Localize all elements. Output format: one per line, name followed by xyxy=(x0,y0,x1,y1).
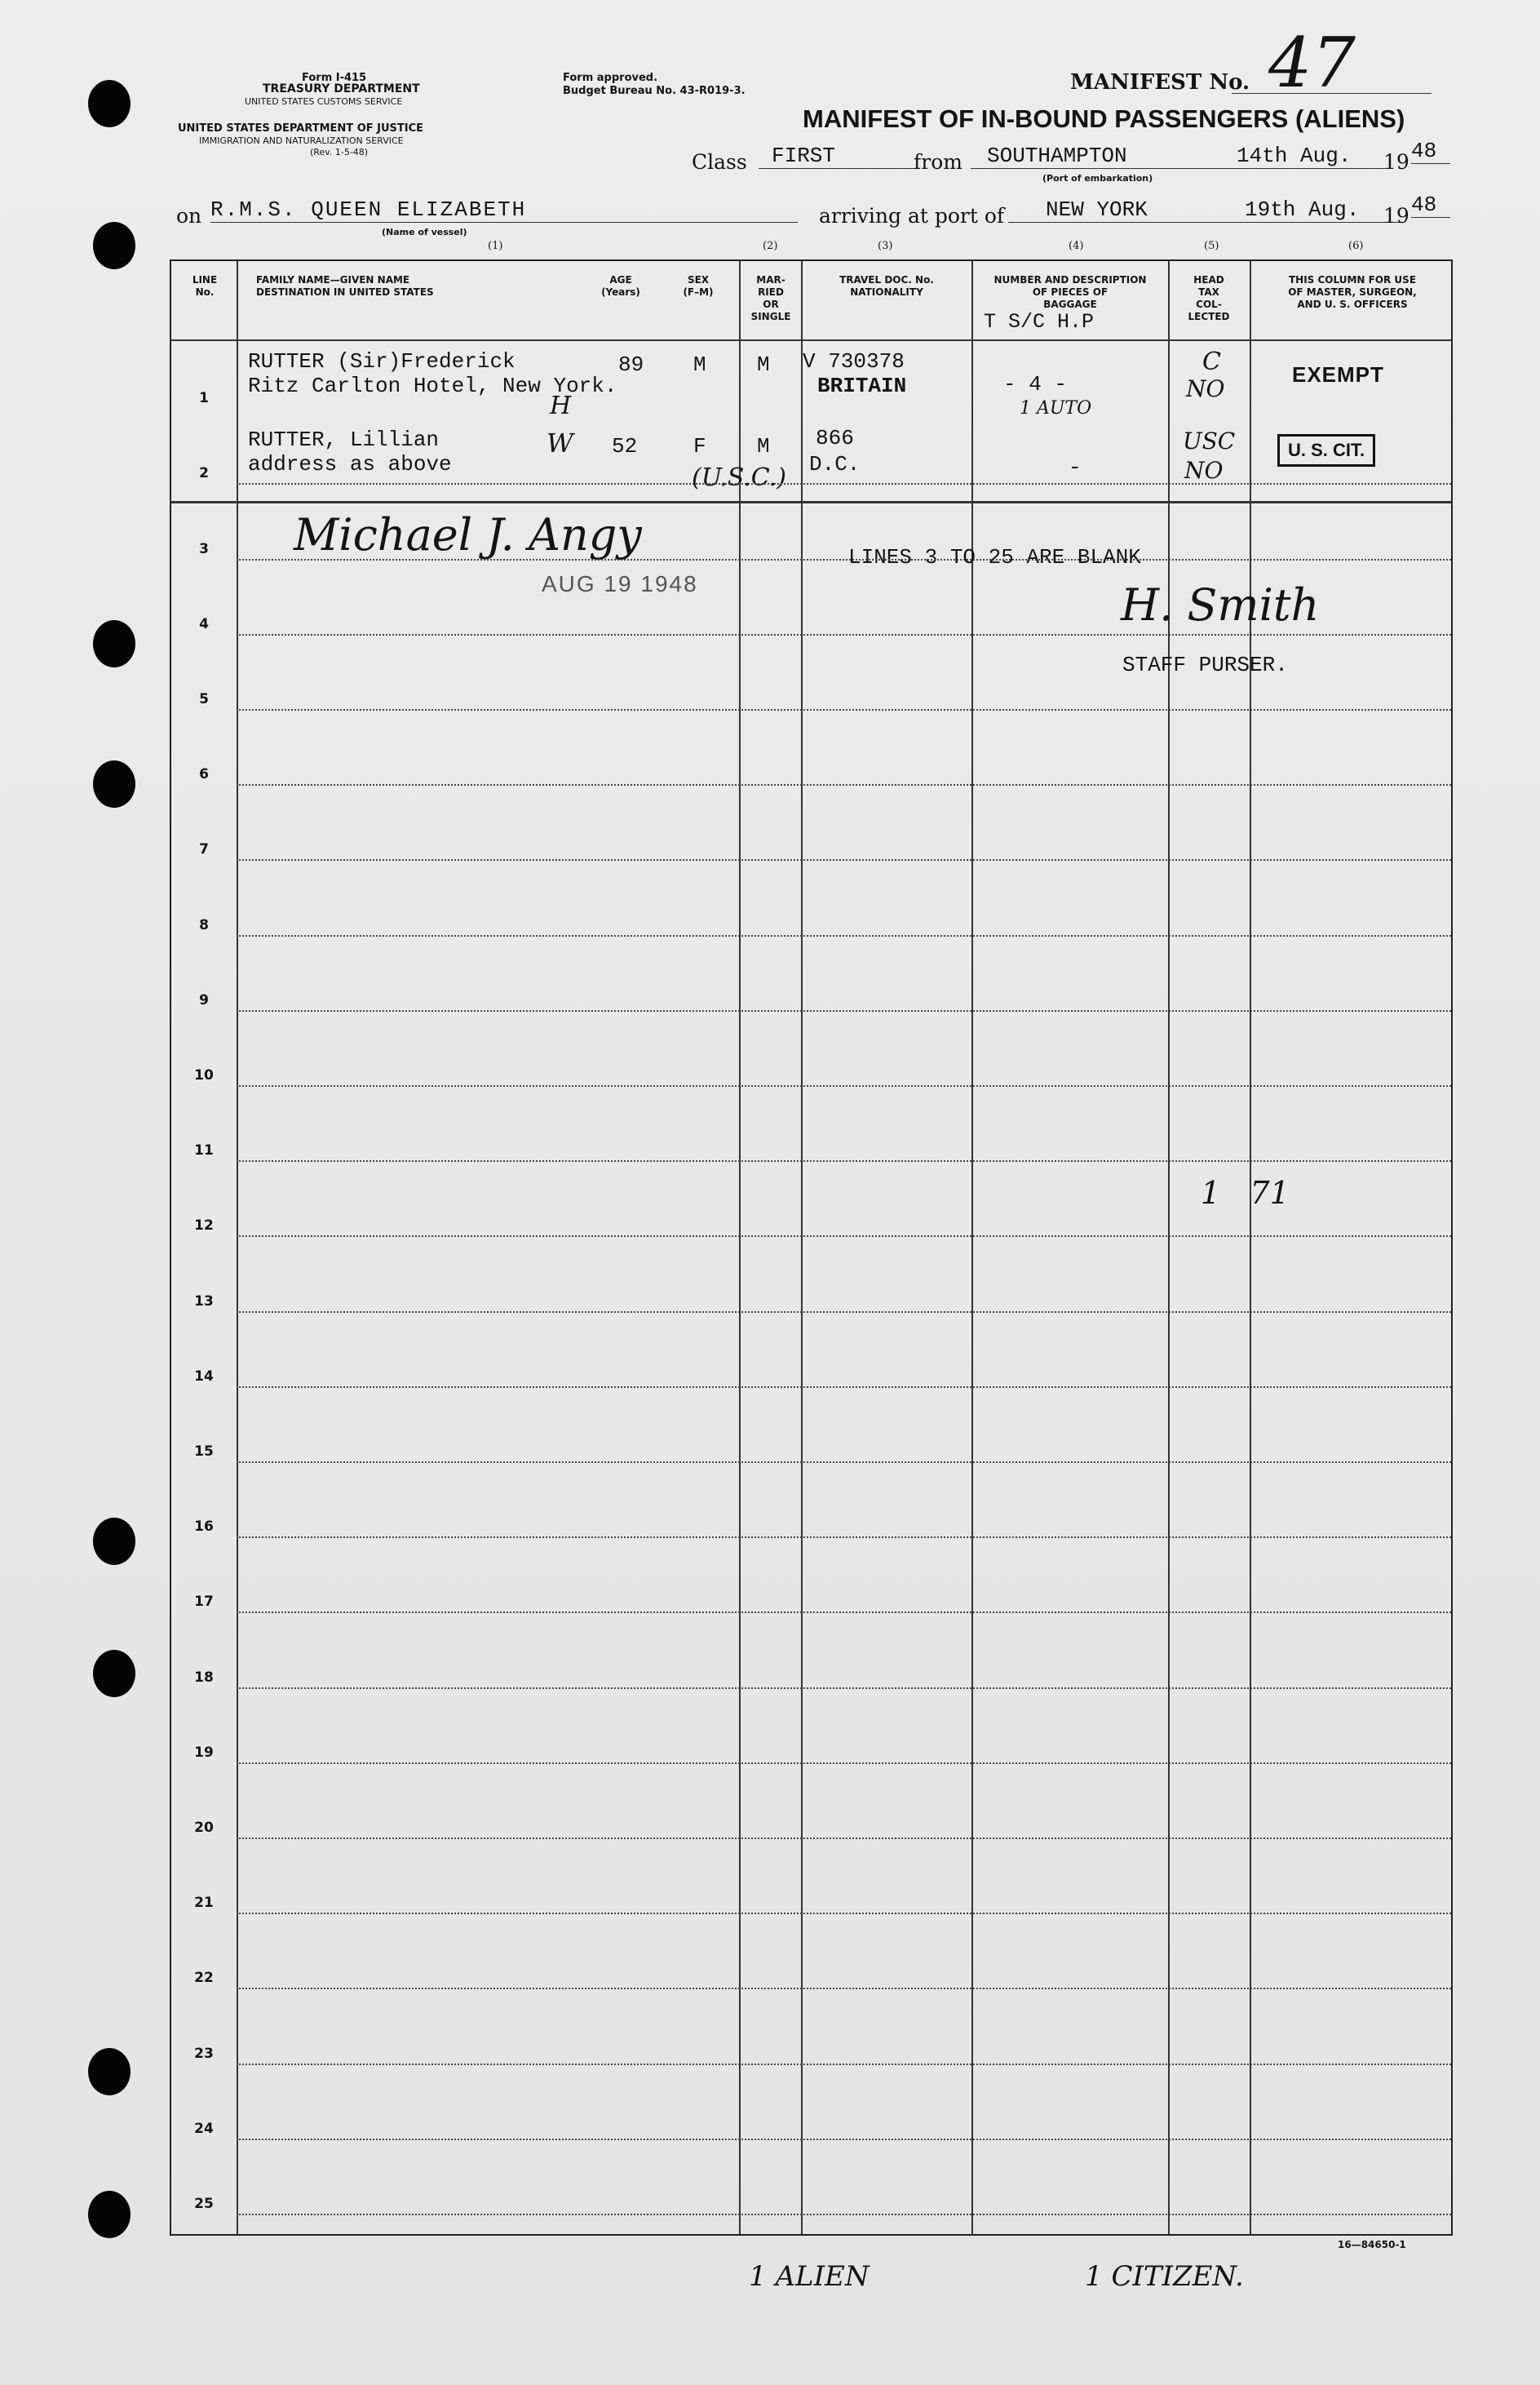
head-tax-note: NO xyxy=(1186,375,1225,402)
citizen-note: (U.S.C.) xyxy=(692,463,786,492)
row-line xyxy=(237,559,1451,561)
passenger-section-rule xyxy=(171,501,1451,503)
line-number: 25 xyxy=(194,2196,214,2212)
line-number: 7 xyxy=(199,841,209,858)
column-divider xyxy=(739,261,741,2234)
row-line xyxy=(237,1160,1451,1162)
binder-hole xyxy=(93,760,135,808)
line-number: 20 xyxy=(194,1820,214,1836)
us-cit-stamp: U. S. CIT. xyxy=(1277,434,1375,467)
dept-treasury: TREASURY DEPARTMENT xyxy=(263,82,420,95)
column-divider xyxy=(237,261,238,2234)
line-number: 13 xyxy=(194,1292,214,1310)
budget-bureau: Budget Bureau No. 43-R019-3. xyxy=(563,85,746,97)
depart-year-prefix: 19 xyxy=(1383,150,1409,174)
line-number: 24 xyxy=(194,2120,214,2137)
line-number: 21 xyxy=(194,1895,214,1912)
passenger-name: RUTTER (Sir)Frederick xyxy=(248,349,516,374)
row-line xyxy=(237,1913,1451,1914)
form-approved: Form approved. xyxy=(563,72,658,84)
passenger-nationality: D.C. xyxy=(809,452,861,477)
arrive-year-prefix: 19 xyxy=(1383,204,1409,228)
passenger-age: 89 xyxy=(618,352,644,377)
dept-treasury-sub: UNITED STATES CUSTOMS SERVICE xyxy=(245,96,403,107)
col-baggage: NUMBER AND DESCRIPTION OF PIECES OF BAGGAGE xyxy=(993,274,1147,310)
blank-lines-note: LINES 3 TO 25 ARE BLANK xyxy=(848,545,1141,570)
line-number: 3 xyxy=(199,540,209,557)
col-line-no: LINE No. xyxy=(192,274,218,298)
col-marital: MAR- RIED OR SINGLE xyxy=(750,274,791,322)
row-line xyxy=(237,1762,1451,1764)
line-number: 12 xyxy=(194,1217,214,1235)
passenger-baggage: - 4 - xyxy=(1003,372,1068,397)
passenger-name: RUTTER, Lillian xyxy=(248,428,440,452)
head-tax-mark: C xyxy=(1202,348,1221,376)
binder-hole xyxy=(88,2048,131,2095)
dept-justice: UNITED STATES DEPARTMENT OF JUSTICE xyxy=(178,122,424,135)
col-name: FAMILY NAME—GIVEN NAME DESTINATION IN UNITED STATES xyxy=(256,274,434,298)
line-number: 1 xyxy=(199,390,209,407)
from-label: from xyxy=(914,150,962,174)
port-embark-note: (Port of embarkation) xyxy=(1042,173,1153,184)
passenger-table xyxy=(170,240,1453,2236)
binder-hole xyxy=(93,620,135,667)
column-number: (1) xyxy=(488,240,503,252)
line-number: 15 xyxy=(194,1443,214,1460)
head-tax-mark: USC xyxy=(1183,428,1236,454)
footer-citizen-count: 1 CITIZEN. xyxy=(1085,2260,1244,2293)
purser-title: STAFF PURSER. xyxy=(1122,653,1288,677)
manifest-no-line xyxy=(1232,93,1432,94)
class-label: Class xyxy=(692,150,747,174)
row-line xyxy=(237,859,1451,861)
passenger-sex: F xyxy=(693,434,706,459)
line-number: 16 xyxy=(194,1518,214,1536)
row-line xyxy=(237,1235,1451,1237)
arriving-label: arriving at port of xyxy=(819,204,1005,228)
line-number: 8 xyxy=(199,916,209,933)
column-number: (3) xyxy=(878,240,893,252)
line-number: 19 xyxy=(194,1744,214,1761)
col-officers: THIS COLUMN FOR USE OF MASTER, SURGEON, AND U. S. OFFICERS xyxy=(1288,274,1417,310)
manifest-title: MANIFEST OF IN-BOUND PASSENGERS (ALIENS) xyxy=(803,104,1405,133)
from-value: SOUTHAMPTON xyxy=(971,144,1224,169)
passenger-age: 52 xyxy=(612,434,638,459)
row-line xyxy=(237,1838,1451,1839)
manifest-no-value: 47 xyxy=(1268,23,1356,103)
binder-hole xyxy=(93,1518,135,1565)
head-tax-note: NO xyxy=(1184,457,1224,484)
line-number: 4 xyxy=(199,615,209,632)
column-number: (4) xyxy=(1069,240,1084,252)
column-divider xyxy=(801,261,803,2234)
vessel-name: R.M.S. QUEEN ELIZABETH xyxy=(210,197,798,223)
line-number: 23 xyxy=(194,2045,214,2062)
binder-hole xyxy=(93,222,135,269)
purser-signature: H. Smith xyxy=(1121,579,1320,631)
col-age: AGE (Years) xyxy=(601,274,640,298)
baggage-note: 1 AUTO xyxy=(1020,398,1092,419)
line-number: 14 xyxy=(194,1368,214,1385)
line-number: 6 xyxy=(199,766,209,783)
hand-mark-h: H xyxy=(550,392,572,420)
depart-date: 14th Aug. xyxy=(1220,144,1392,169)
binder-hole xyxy=(88,80,131,127)
line-number: 5 xyxy=(199,691,209,707)
line-number: 18 xyxy=(194,1669,214,1686)
column-divider xyxy=(1250,261,1251,2234)
binder-hole xyxy=(93,1650,135,1697)
row-line xyxy=(237,1311,1451,1313)
dept-justice-sub: IMMIGRATION AND NATURALIZATION SERVICE xyxy=(199,135,404,146)
row-line xyxy=(237,1988,1451,1989)
form-revision: (Rev. 1-5-48) xyxy=(310,147,369,157)
line-number: 17 xyxy=(194,1594,214,1611)
row-line xyxy=(237,1536,1451,1538)
line-number: 10 xyxy=(194,1067,214,1084)
col-travel-doc: TRAVEL DOC. No. NATIONALITY xyxy=(839,274,934,298)
col-sex: SEX (F–M) xyxy=(683,274,714,298)
depart-year: 48 xyxy=(1411,139,1450,164)
header-rule xyxy=(171,339,1451,341)
arrive-date: 19th Aug. xyxy=(1220,197,1400,223)
print-code: 16—84650-1 xyxy=(1338,2239,1406,2250)
passenger-travel-doc: V 730378 xyxy=(803,349,905,374)
date-stamp: AUG 19 1948 xyxy=(542,571,698,596)
row-line xyxy=(237,2214,1451,2215)
row-line xyxy=(237,1611,1451,1613)
arrive-port: NEW YORK xyxy=(1008,197,1250,223)
col-head-tax: HEAD TAX COL- LECTED xyxy=(1188,274,1230,322)
column-divider xyxy=(1168,261,1170,2234)
passenger-sex: M xyxy=(693,352,706,377)
exempt-stamp: EXEMPT xyxy=(1292,362,1384,387)
passenger-marital: M xyxy=(757,434,770,459)
line-number: 2 xyxy=(199,465,209,482)
column-number: (2) xyxy=(763,240,778,252)
row-line xyxy=(237,1085,1451,1087)
passenger-nationality: BRITAIN xyxy=(817,374,907,398)
count-mark: 1 71 xyxy=(1201,1175,1290,1211)
class-value: FIRST xyxy=(759,144,914,169)
row-line xyxy=(237,2139,1451,2140)
inspector-signature: Michael J. Angy xyxy=(294,509,642,561)
on-label: on xyxy=(176,204,202,228)
footer-alien-count: 1 ALIEN xyxy=(749,2260,870,2293)
row-line xyxy=(237,1010,1451,1012)
passenger-travel-doc: 866 xyxy=(816,426,854,450)
row-line xyxy=(237,2064,1451,2065)
row-line xyxy=(237,709,1451,711)
line-number: 22 xyxy=(194,1970,214,1987)
baggage-subhead: T S/C H.P xyxy=(984,310,1095,334)
column-number: (6) xyxy=(1348,240,1364,252)
binder-hole xyxy=(88,2191,131,2238)
passenger-destination: address as above xyxy=(248,452,452,477)
line-number: 9 xyxy=(199,991,209,1009)
row-line xyxy=(237,935,1451,937)
vessel-note: (Name of vessel) xyxy=(382,227,467,237)
column-number: (5) xyxy=(1204,240,1219,252)
line-number: 11 xyxy=(194,1142,214,1159)
manifest-no-label: MANIFEST No. xyxy=(1070,70,1250,95)
hand-mark-w: W xyxy=(547,428,573,459)
row-line xyxy=(237,784,1451,786)
passenger-baggage: - xyxy=(1069,455,1082,480)
passenger-destination: Ritz Carlton Hotel, New York. xyxy=(248,374,617,398)
row-line xyxy=(237,1687,1451,1689)
passenger-marital: M xyxy=(757,352,770,377)
row-line xyxy=(237,634,1451,636)
row-line xyxy=(237,1386,1451,1388)
row-line xyxy=(237,483,1451,485)
arrive-year: 48 xyxy=(1411,193,1450,218)
row-line xyxy=(237,1461,1451,1463)
form-number: Form I-415 xyxy=(302,72,367,84)
